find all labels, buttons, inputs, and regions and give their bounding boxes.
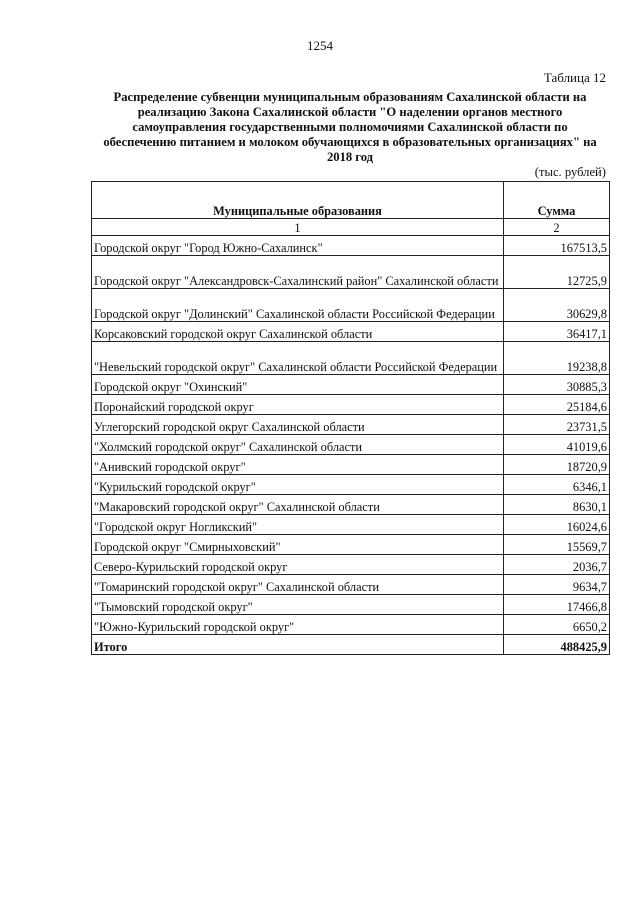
table-row <box>92 289 610 322</box>
column-number-row <box>92 219 610 236</box>
header-sum: Сумма <box>504 182 610 219</box>
municipality-sum: 41019,6 <box>504 435 610 455</box>
table-row <box>92 375 610 395</box>
municipality-sum: 9634,7 <box>504 575 610 595</box>
table-row <box>92 455 610 475</box>
municipality-sum: 30885,3 <box>504 375 610 395</box>
total-label: Итого <box>92 635 504 655</box>
table-row <box>92 435 610 455</box>
municipality-name: "Анивский городской округ" <box>92 455 504 475</box>
municipality-sum: 15569,7 <box>504 535 610 555</box>
table-row <box>92 342 610 375</box>
municipality-name: Углегорский городской округ Сахалинской области <box>92 415 504 435</box>
table-row <box>92 595 610 615</box>
table-row <box>92 475 610 495</box>
table-row <box>92 615 610 635</box>
total-row <box>92 635 610 655</box>
municipality-name: "Городской округ Ногликский" <box>92 515 504 535</box>
municipality-name: "Томаринский городской округ" Сахалинской области <box>92 575 504 595</box>
municipality-sum: 19238,8 <box>504 342 610 375</box>
municipality-name: Корсаковский городской округ Сахалинской области <box>92 322 504 342</box>
table-row <box>92 395 610 415</box>
municipality-name: "Южно-Курильский городской округ" <box>92 615 504 635</box>
municipality-name: "Холмский городской округ" Сахалинской области <box>92 435 504 455</box>
table-row <box>92 322 610 342</box>
table-row <box>92 256 610 289</box>
table-header-row <box>92 182 610 219</box>
municipality-name: Городской округ "Александровск-Сахалинский район" Сахалинской области <box>92 256 504 289</box>
municipality-sum: 6346,1 <box>504 475 610 495</box>
municipality-sum: 23731,5 <box>504 415 610 435</box>
municipality-sum: 36417,1 <box>504 322 610 342</box>
table-row <box>92 415 610 435</box>
municipality-sum: 30629,8 <box>504 289 610 322</box>
table-row <box>92 555 610 575</box>
page-number: 1254 <box>307 38 333 53</box>
municipality-name: Поронайский городской округ <box>92 395 504 415</box>
document-title: Распределение субвенции муниципальным образованиям Сахалинской области на реализацию Закона Сахалинской области "О наделении органов местного самоуправления государственными полномочиями Сахалинской области по обеспечению питанием и молоком обучающихся в образовательных организациях" на 2018 год <box>103 90 597 164</box>
municipality-sum: 2036,7 <box>504 555 610 575</box>
municipality-name: Городской округ "Смирныховский" <box>92 535 504 555</box>
municipality-sum: 17466,8 <box>504 595 610 615</box>
municipality-sum: 18720,9 <box>504 455 610 475</box>
table-row <box>92 236 610 256</box>
municipality-sum: 16024,6 <box>504 515 610 535</box>
municipality-name: "Тымовский городской округ" <box>92 595 504 615</box>
municipality-sum: 6650,2 <box>504 615 610 635</box>
municipality-name: "Невельский городской округ" Сахалинской области Российской Федерации <box>92 342 504 375</box>
table-row <box>92 535 610 555</box>
municipality-name: Северо-Курильский городской округ <box>92 555 504 575</box>
municipality-name: Городской округ "Охинский" <box>92 375 504 395</box>
column-number-1: 1 <box>92 219 504 236</box>
municipality-name: "Макаровский городской округ" Сахалинской области <box>92 495 504 515</box>
municipality-sum: 12725,9 <box>504 256 610 289</box>
municipality-sum: 167513,5 <box>504 236 610 256</box>
units-label: (тыс. рублей) <box>534 165 606 179</box>
column-number-2: 2 <box>504 219 610 236</box>
table-row <box>92 515 610 535</box>
municipality-sum: 8630,1 <box>504 495 610 515</box>
header-municipalities: Муниципальные образования <box>92 182 504 219</box>
table-row <box>92 495 610 515</box>
municipality-sum: 25184,6 <box>504 395 610 415</box>
total-sum: 488425,9 <box>504 635 610 655</box>
subsidy-table <box>91 181 610 655</box>
municipality-name: Городской округ "Долинский" Сахалинской области Российской Федерации <box>92 289 504 322</box>
municipality-name: "Курильский городской округ" <box>92 475 504 495</box>
municipality-name: Городской округ "Город Южно-Сахалинск" <box>92 236 504 256</box>
table-label: Таблица 12 <box>543 70 606 85</box>
table-row <box>92 575 610 595</box>
